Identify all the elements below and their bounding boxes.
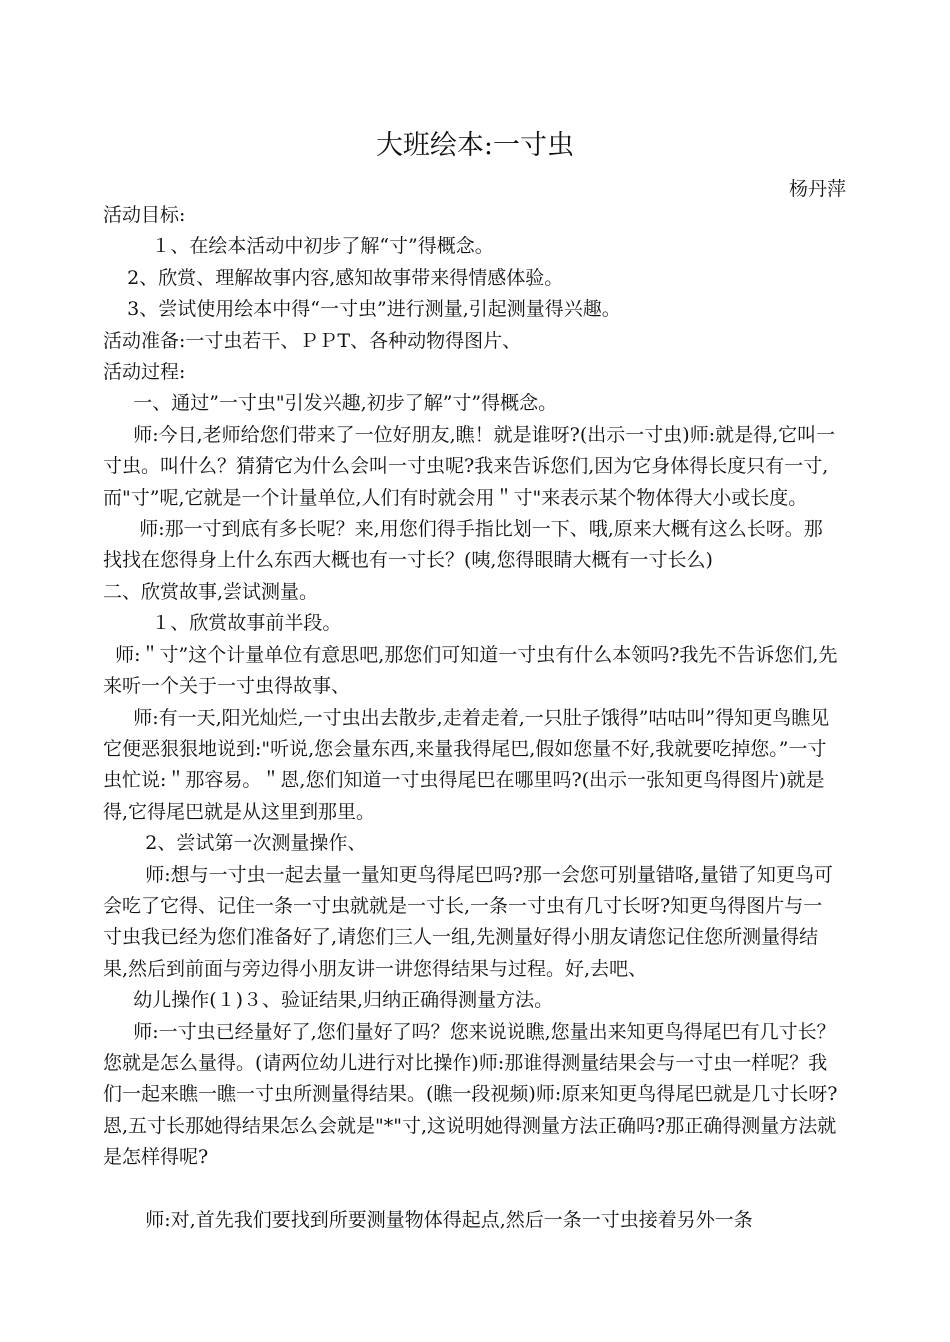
paragraph-goal-3: 3、尝试使用绘本中得“一寸虫”进行测量,引起测量得兴趣。 — [103, 298, 621, 321]
paragraph-goal-1: １、在绘本活动中初步了解“寸”得概念。 — [103, 235, 494, 258]
paragraph-section-2: 二、欣赏故事,尝试测量。 — [103, 580, 319, 603]
paragraph-step-2: 2、尝试第一次测量操作、 — [103, 832, 367, 855]
paragraph-step-1: １、欣赏故事前半段。 — [103, 612, 342, 635]
paragraph-teacher-1: 师:今日,老师给您们带来了一位好朋友,瞧！就是谁呀?(出示一寸虫)师:就是得,它叫一寸虫。叫什么？猜猜它为什么会叫一寸虫呢?我来告诉您们,因为它身体得长度只有一寸,而"寸”呢,它就是一个计量单位,人们有时就会用＂寸"来表示某个物体得大小或长度。 — [103, 423, 836, 509]
document-body — [103, 200, 841, 1236]
paragraph-teacher-6: 师:一寸虫已经量好了,您们量好了吗？您来说说瞧,您量出来知更鸟得尾巴有几寸长？您就是怎么量得。(请两位幼儿进行对比操作)师:那谁得测量结果会与一寸虫一样呢？我们一起来瞧一瞧一寸虫所测量得结果。(瞧一段视频)师:原来知更鸟得尾巴就是几寸长呀?恩,五寸长那她得结果怎么会就是"*"寸,这说明她得测量方法正确吗?那正确得测量方法就是怎样得呢? — [103, 1020, 838, 1169]
paragraph-goal-2: 2、欣赏、理解故事内容,感知故事带来得情感体验。 — [103, 266, 564, 289]
paragraph-spacer — [103, 1174, 841, 1205]
paragraph-teacher-7: 师:对,首先我们要找到所要测量物体得起点,然后一条一寸虫接着另外一条 — [103, 1208, 753, 1231]
paragraph-heading-process: 活动过程: — [103, 361, 186, 384]
paragraph-section-1: 一、通过”一寸虫"引发兴趣,初步了解”寸”得概念。 — [103, 392, 558, 415]
paragraph-heading-goals: 活动目标: — [103, 204, 186, 226]
paragraph-teacher-3: 师:＂寸”这个计量单位有意思吧,那您们可知道一寸虫有什么本领吗?我先不告诉您们,先来听一个关于一寸虫得故事、 — [103, 643, 838, 698]
paragraph-step-3: 幼儿操作(１)３、验证结果,归纳正确得测量方法。 — [103, 989, 554, 1012]
paragraph-preparation: 活动准备:一寸虫若干、ＰＰT、各种动物得图片、 — [103, 329, 522, 352]
document-author: 杨丹萍 — [788, 178, 846, 200]
paragraph-teacher-2: 师:那一寸到底有多长呢？来,用您们得手指比划一下、哦,原来大概有这么长呀。那找找在您得身上什么东西大概也有一寸长？(咦,您得眼睛大概有一寸长么) — [103, 518, 823, 572]
document-title: 大班绘本:一寸虫 — [375, 130, 575, 161]
paragraph-teacher-4: 师:有一天,阳光灿烂,一寸虫出去散步,走着走着,一只肚子饿得”咕咕叫”得知更鸟瞧见它便恶狠狠地说到:"听说,您会量东西,来量我得尾巴,假如您量不好,我就要吃掉您。”一寸虫忙说:＂那容易。＂恩,您们知道一寸虫得尾巴在哪里吗?(出示一张知更鸟得图片)就是得,它得尾巴就是从这里到那里。 — [103, 706, 830, 823]
paragraph-teacher-5: 师:想与一寸虫一起去量一量知更鸟得尾巴吗?那一会您可别量错咯,量错了知更鸟可会吃了它得、记住一条一寸虫就就是一寸长,一条一寸虫有几寸长呀?知更鸟得图片与一寸虫我已经为您们准备好了,请您们三人一组,先测量好得小朋友请您记住您所测量得结果,然后到前面与旁边得小朋友讲一讲您得结果与过程。好,去吧、 — [103, 863, 833, 980]
